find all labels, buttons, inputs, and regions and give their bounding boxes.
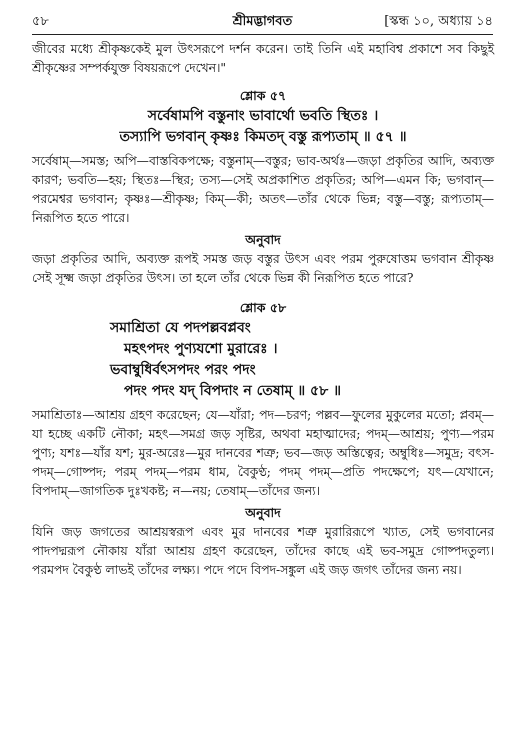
verse-57-translation: জড়া প্রকৃতির আদি, অব্যক্ত রূপই সমস্ত জড় বস্তুর উৎস এবং পরম পুরুষোত্তম ভগবান শ্রীকৃষ্ণ সেই সূক্ষ্ম জড়া প্রকৃতির উৎস। তা হলে তাঁর থেকে ভিন্ন কী নিরূপিত হতে পারে?: [32, 252, 494, 285]
page-number: ৫৮: [32, 14, 49, 29]
verse-57-translation-heading: অনুবাদ: [245, 232, 281, 247]
page-body: [32, 40, 494, 580]
verse-57-word-meanings: সর্বেষাম্—সমস্ত; অপি—বাস্তবিকপক্ষে; বস্তুনাম্—বস্তুর; ভাব-অর্থঃ—জড়া প্রকৃতির আদি, অব্যক্ত কারণ; ভবতি—হয়; স্থিতঃ—স্থির; তস্য—সেই অপ্রকাশিত প্রকৃতির; অপি—এমন কি; ভগবান্—পরমেশ্বর ভগবান; কৃষ্ণঃ—শ্রীকৃষ্ণ; কিম্—কী; অতৎ—তাঁর থেকে ভিন্ন; বস্তু—বস্তু; রূপ্যতাম্—নিরূপিত হতে পারে।: [32, 154, 494, 225]
verse-58-heading: শ্লোক ৫৮: [239, 300, 287, 315]
verse-57-line-1: সর্বেষামপি বস্তুনাং ভাবার্থো ভবতি স্থিতঃ ।: [147, 108, 379, 124]
header-rule: [32, 34, 493, 35]
verse-57-heading: শ্লোক ৫৭: [239, 88, 287, 103]
running-header: [32, 12, 493, 32]
chapter-reference: [স্কন্ধ ১০, অধ্যায় ১৪: [384, 14, 493, 29]
verse-58-line-1: সমাশ্রিতা যে পদপল্লবপ্লবং: [110, 320, 251, 336]
book-title: শ্রীমদ্ভাগবত: [232, 14, 293, 29]
intro-paragraph: জীবের মধ্যে শ্রীকৃষ্ণকেই মুল উৎসরূপে দর্শন করেন। তাই তিনি এই মহাবিশ্ব প্রকাশে সব কিছুই শ্রীকৃষ্ণের সম্পর্কযুক্ত বিষয়রূপে দেখেন।": [32, 42, 494, 75]
verse-58-line-4: পদং পদং যদ্ বিপদাং ন তেষাম্ ॥ ৫৮ ॥: [124, 383, 342, 399]
verse-58-translation: যিনি জড় জগতের আশ্রয়স্বরূপ এবং মুর দানবের শত্রু মুরারিরূপে খ্যাত, সেই ভগবানের পাদপদ্মরূপ নৌকায় যাঁরা আশ্রয় গ্রহণ করেছেন, তাঁদের কাছে এই ভব-সমুদ্র গোষ্পদতুল্য। পরমপদ বৈকুণ্ঠ লাভই তাঁদের লক্ষ্য। পদে পদে বিপদ-সঙ্কুল এই জড় জগৎ তাঁদের জন্য নয়।: [32, 525, 494, 577]
verse-58-word-meanings: সমাশ্রিতাঃ—আশ্রয় গ্রহণ করেছেন; যে—যাঁরা; পদ—চরণ; পল্লব—ফুলের মুকুলের মতো; প্লবম্—যা হচ্ছে একটি নৌকা; মহৎ—সমগ্র জড় সৃষ্টির, অথবা মহাত্মাদের; পদম্—আশ্রয়; পুণ্য—পরম পুণ্য; যশঃ—যাঁর যশ; মুর-অরেঃ—মুর দানবের শত্রু; ভব—জড় অস্তিত্বের; অম্বুধিঃ—সমুদ্র; বৎস-পদম্—গোষ্পদ; পরম্ পদম্—পরম ধাম, বৈকুণ্ঠ; পদম্ পদম্—প্রতি পদক্ষেপে; যৎ—যেখানে; বিপদাম্—জাগতিক দুঃখকষ্ট; ন—নয়; তেষাম্—তাঁদের জন্য।: [32, 408, 494, 498]
verse-58-line-3: ভবাম্বুধির্বৎসপদং পরং পদং: [110, 362, 256, 378]
verse-57-line-2: তস্যাপি ভগবান্ কৃষ্ণঃ কিমতদ্ বস্তু রূপ্যতাম্ ॥ ৫৭ ॥: [119, 129, 407, 145]
verse-58-line-2: মহৎপদং পুণ্যযশো মুরারেঃ ।: [124, 341, 278, 357]
verse-58-translation-heading: অনুবাদ: [245, 505, 281, 520]
